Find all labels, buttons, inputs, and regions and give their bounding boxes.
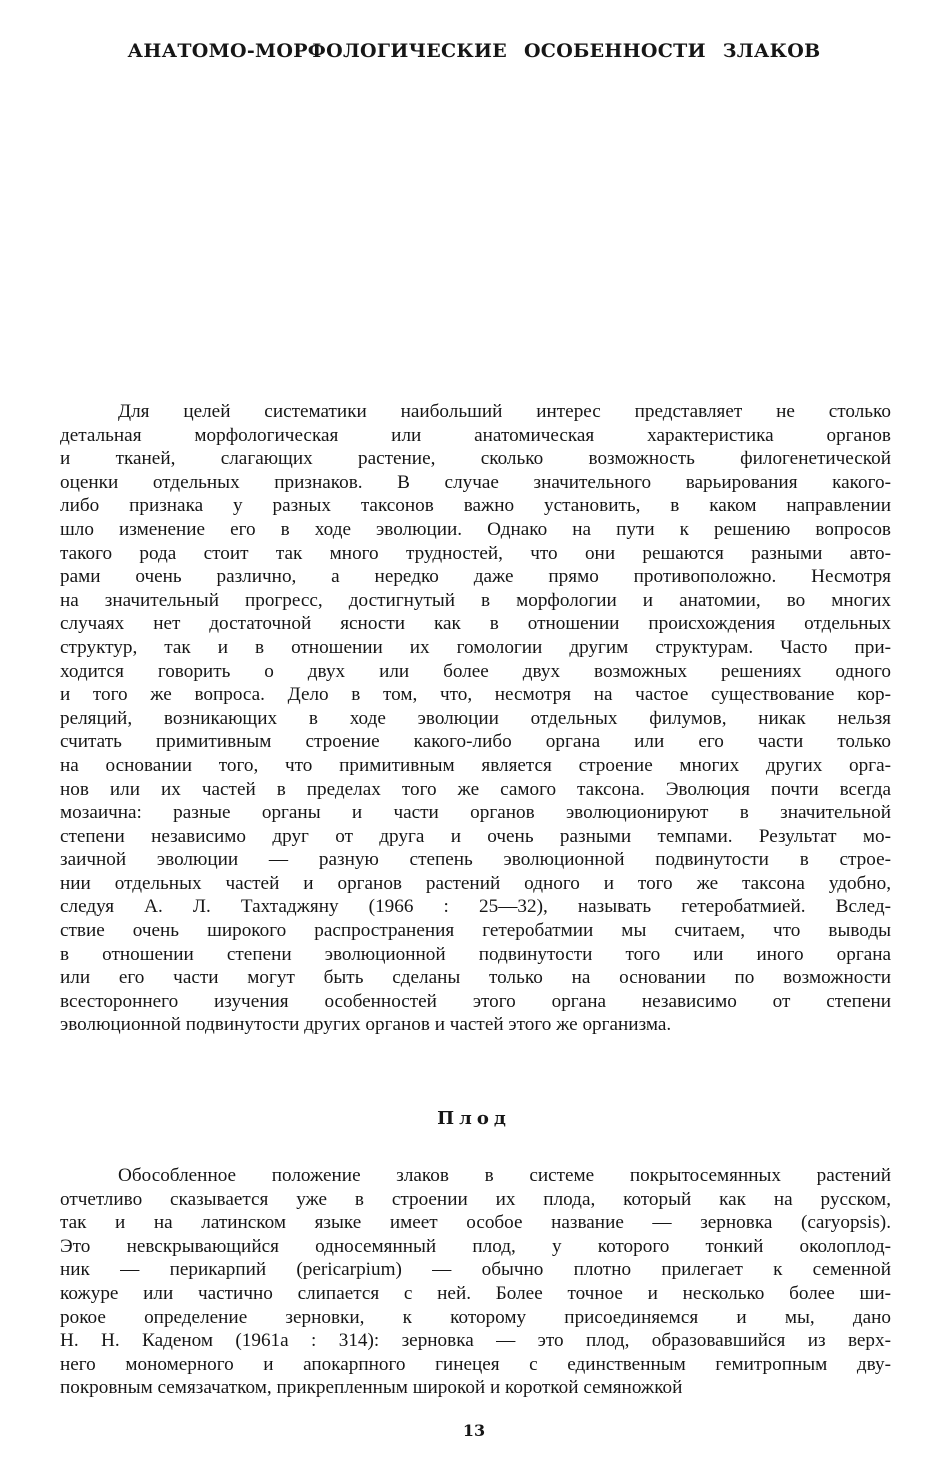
text-line: рокое определение зерновки, к которому присоединяемся и мы, дано (60, 1306, 891, 1328)
text-line: оценки отдельных признаков. В случае значительного варьирования какого- (60, 471, 891, 493)
text-line: ник — перикарпий (pericarpium) — обычно плотно прилегает к семенной (60, 1259, 891, 1281)
text-line: ходится говорить о двух или более двух возможных решениях одного (60, 660, 891, 682)
text-line: всестороннего изучения особенностей этого органа независимо от степени (60, 990, 891, 1012)
text-line: кожуре или частично слипается с ней. Более точное и несколько более ши- (60, 1282, 891, 1304)
text-line: мозаична: разные органы и части органов эволюционируют в значительной (60, 802, 891, 824)
text-line: на значительный прогресс, достигнутый в морфологии и анатомии, во многих (60, 589, 891, 611)
text-line: него мономерного и апокарпного гинецея с единственным гемитропным дву- (60, 1353, 891, 1375)
text-line: Это невскрывающийся односемянный плод, у которого тонкий околоплод- (60, 1235, 891, 1257)
chapter-title: АНАТОМО-МОРФОЛОГИЧЕСКИЕ ОСОБЕННОСТИ ЗЛАКОВ (127, 40, 821, 62)
text-line: покровным семязачатком, прикрепленным широкой и короткой семяножкой (60, 1377, 683, 1399)
fruit-paragraph (60, 1164, 891, 1400)
section-heading: Плод (437, 1108, 511, 1129)
text-line: шло изменение его в ходе эволюции. Однако на пути к решению вопросов (60, 518, 891, 540)
text-line: или его части могут быть сделаны только на основании по возможности (60, 967, 891, 989)
text-line: на основании того, что примитивным является строение многих других орга- (60, 754, 891, 776)
page-number: 13 (462, 1421, 486, 1440)
text-line: такого рода стоит так много трудностей, что они решаются разными авто- (60, 542, 891, 564)
text-line: степени независимо друг от друга и очень разными темпами. Результат мо- (60, 825, 891, 847)
text-line: и тканей, слагающих растение, сколько возможность филогенетической (60, 448, 891, 470)
text-line: эволюционной подвинутости других органов и частей этого же организма. (60, 1014, 672, 1036)
text-line: нов или их частей в пределах того же самого таксона. Эволюция почти всегда (60, 778, 891, 800)
text-line: заичной эволюции — разную степень эволюционной подвинутости в строе- (60, 849, 891, 871)
text-line: реляций, возникающих в ходе эволюции отдельных филумов, никак нельзя (60, 707, 891, 729)
text-line: случаях нет достаточной ясности как в отношении происхождения отдельных (60, 613, 891, 635)
text-line: структур, так и в отношении их гомологии другим структурам. Часто при- (60, 636, 891, 658)
text-line: ствие очень широкого распространения гетеробатмии мы считаем, что выводы (60, 920, 891, 942)
text-line: либо признака у разных таксонов важно установить, в каком направлении (60, 495, 891, 517)
text-line: следуя А. Л. Тахтаджяну (1966 : 25—32), называть гетеробатмией. Вслед- (60, 896, 891, 918)
text-line: Н. Н. Каденом (1961а : 314): зерновка — это плод, образовавшийся из верх- (60, 1330, 891, 1352)
text-line: и того же вопроса. Дело в том, что, несмотря на частое существование кор- (60, 684, 891, 706)
text-line: Обособленное положение злаков в системе покрытосемянных растений (118, 1165, 891, 1186)
text-line: считать примитивным строение какого-либо органа или его части только (60, 731, 891, 753)
text-line: отчетливо сказывается уже в строении их плода, который как на русском, (60, 1188, 891, 1210)
intro-paragraph (60, 400, 891, 1037)
text-line: нии отдельных частей и органов растений одного и того же таксона удобно, (60, 872, 891, 894)
text-line: рами очень различно, а нередко даже прямо противоположно. Несмотря (60, 566, 891, 588)
text-line: в отношении степени эволюционной подвинутости того или иного органа (60, 943, 891, 965)
text-line: так и на латинском языке имеет особое название — зерновка (caryopsis). (60, 1212, 891, 1234)
text-line: детальная морфологическая или анатомическая характеристика органов (60, 424, 891, 446)
text-line: Для целей систематики наибольший интерес представляет не столько (118, 401, 891, 422)
